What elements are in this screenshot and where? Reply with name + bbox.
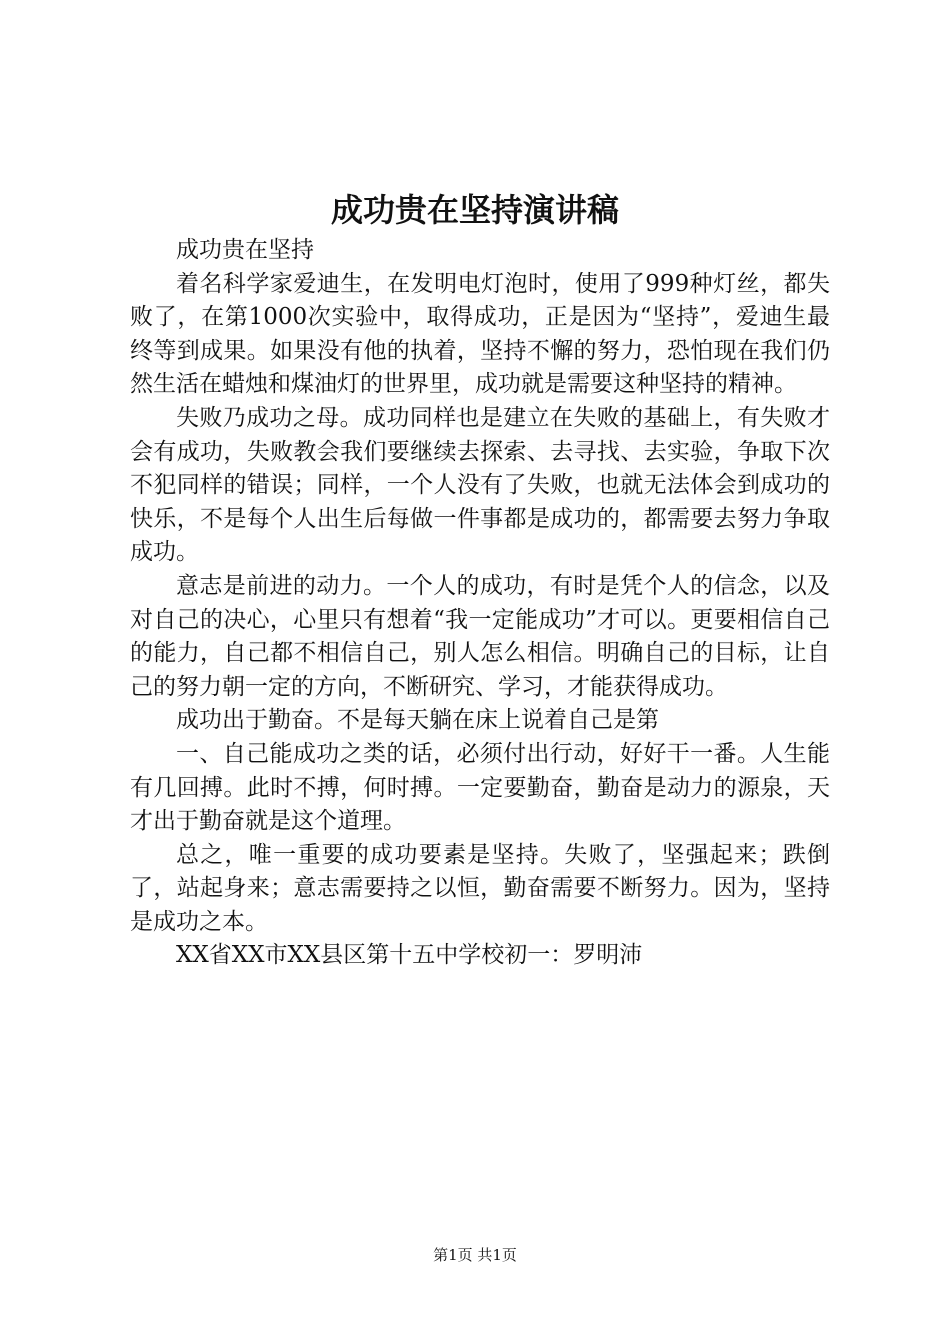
- paragraph-will: 意志是前进的动力。一个人的成功，有时是凭个人的信念，以及对自己的决心，心里只有想着“我一定能成功”才可以。更要相信自己的能力，自己都不相信自己，别人怎么相信。明确自己的目标，让自己的努力朝一定的方向，不断研究、学习，才能获得成功。: [130, 572, 830, 700]
- author-signature: XX省XX市XX县区第十五中学校初一：罗明沛: [176, 942, 643, 969]
- paragraph-diligence: 成功出于勤奋。不是每天躺在床上说着自己是第: [176, 707, 659, 734]
- paragraph-diligence-continued: 一、自己能成功之类的话，必须付出行动，好好干一番。人生能有几回搏。此时不搏，何时搏。一定要勤奋，勤奋是动力的源泉，天才出于勤奋就是这个道理。: [130, 740, 830, 835]
- paragraph-conclusion: 总之，唯一重要的成功要素是坚持。失败了，坚强起来；跌倒了，站起身来；意志需要持之以恒，勤奋需要不断努力。因为，坚持是成功之本。: [130, 841, 830, 935]
- paragraph-failure: 失败乃成功之母。成功同样也是建立在失败的基础上，有失败才会有成功，失败教会我们要继续去探索、去寻找、去实验，争取下次不犯同样的错误；同样，一个人没有了失败，也就无法体会到成功的快乐，不是每个人出生后每做一件事都是成功的，都需要去努力争取成功。: [130, 404, 830, 566]
- paragraph-subtitle: 成功贵在坚持: [176, 237, 314, 263]
- document-title: 成功贵在坚持演讲稿: [330, 191, 619, 229]
- page-number-footer: 第1页 共1页: [433, 1246, 517, 1264]
- document-body: [130, 234, 830, 973]
- paragraph-edison: 着名科学家爱迪生，在发明电灯泡时，使用了999种灯丝，都失败了，在第1000次实验中，取得成功，正是因为“坚持”，爱迪生最终等到成果。如果没有他的执着，坚持不懈的努力，恐怕现在我们仍然生活在蜡烛和煤油灯的世界里，成功就是需要这种坚持的精神。: [130, 270, 830, 398]
